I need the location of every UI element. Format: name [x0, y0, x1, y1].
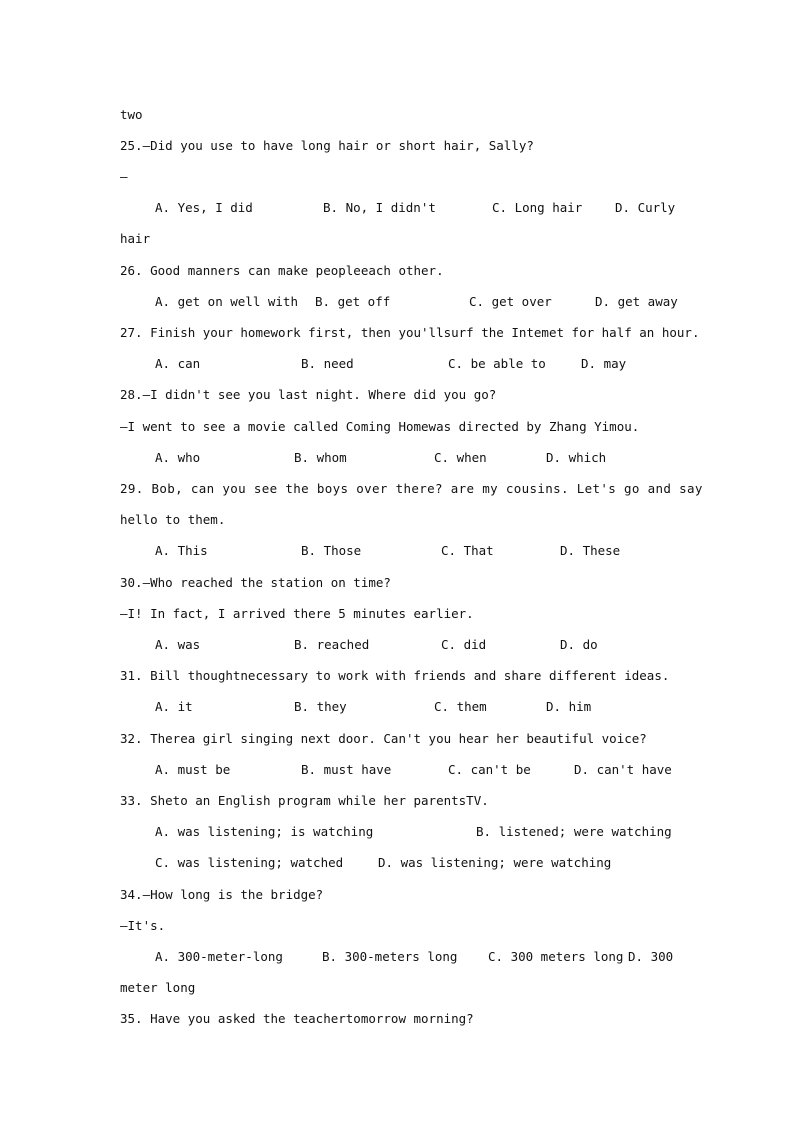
q32-option-a: A. must be [155, 762, 231, 777]
q30-option-a: A. was [155, 637, 201, 652]
q25-option-d-cont: hair [120, 231, 151, 246]
q31-option-b: B. they [294, 699, 347, 714]
q29-option-c: C. That [441, 543, 494, 558]
question-26: 26. Good manners can make peopleeach other. [120, 263, 444, 278]
q30-option-c: C. did [441, 637, 487, 652]
question-35: 35. Have you asked the teachertomorrow morning? [120, 1011, 474, 1026]
q25-option-a: A. Yes, I did [155, 200, 253, 215]
question-30: 30.—Who reached the station on time? [120, 575, 391, 590]
question-34-reply: —It's. [120, 918, 166, 933]
q34-option-d: D. 300 [628, 949, 674, 964]
q26-option-a: A. get on well with [155, 294, 298, 309]
question-28: 28.—I didn't see you last night. Where did you go? [120, 387, 497, 402]
question-31: 31. Bill thoughtnecessary to work with friends and share different ideas. [120, 668, 670, 683]
q31-option-d: D. him [546, 699, 592, 714]
q34-option-a: A. 300-meter-long [155, 949, 283, 964]
q26-option-d: D. get away [595, 294, 678, 309]
q28-option-a: A. who [155, 450, 201, 465]
q30-option-d: D. do [560, 637, 598, 652]
q33-option-c: C. was listening; watched [155, 855, 344, 870]
q29-option-d: D. These [560, 543, 621, 558]
answer-dash: — [120, 169, 128, 184]
q26-option-c: C. get over [469, 294, 552, 309]
question-27: 27. Finish your homework first, then you'llsurf the Intemet for half an hour. [120, 325, 700, 340]
q34-option-d-cont: meter long [120, 980, 196, 995]
q32-option-d: D. can't have [574, 762, 672, 777]
q26-option-b: B. get off [315, 294, 391, 309]
q27-option-a: A. can [155, 356, 201, 371]
q27-option-d: D. may [581, 356, 627, 371]
q30-option-b: B. reached [294, 637, 370, 652]
q25-option-d: D. Curly [615, 200, 676, 215]
question-29: 29. Bob, can you see the boys over there? are my cousins. Let's go and say [120, 481, 703, 496]
q29-option-b: B. Those [301, 543, 362, 558]
question-25: 25.—Did you use to have long hair or short hair, Sally? [120, 138, 534, 153]
q25-option-b: B. No, I didn't [323, 200, 436, 215]
q27-option-c: C. be able to [448, 356, 546, 371]
q25-option-c: C. Long hair [492, 200, 583, 215]
q31-option-a: A. it [155, 699, 193, 714]
q33-option-d: D. was listening; were watching [378, 855, 612, 870]
question-29-cont: hello to them. [120, 512, 226, 527]
question-34: 34.—How long is the bridge? [120, 887, 324, 902]
q33-option-a: A. was listening; is watching [155, 824, 374, 839]
text-line: two [120, 107, 143, 122]
question-33: 33. Sheto an English program while her parentsTV. [120, 793, 489, 808]
q28-option-c: C. when [434, 450, 487, 465]
q31-option-c: C. them [434, 699, 487, 714]
q33-option-b: B. listened; were watching [476, 824, 672, 839]
q34-option-c: C. 300 meters long [488, 949, 624, 964]
q29-option-a: A. This [155, 543, 208, 558]
question-32: 32. Therea girl singing next door. Can't you hear her beautiful voice? [120, 731, 647, 746]
question-28-reply: —I went to see a movie called Coming Homewas directed by Zhang Yimou. [120, 419, 640, 434]
question-30-reply: —I! In fact, I arrived there 5 minutes earlier. [120, 606, 474, 621]
q32-option-b: B. must have [301, 762, 392, 777]
q28-option-b: B. whom [294, 450, 347, 465]
q28-option-d: D. which [546, 450, 607, 465]
q32-option-c: C. can't be [448, 762, 531, 777]
q27-option-b: B. need [301, 356, 354, 371]
q34-option-b: B. 300-meters long [322, 949, 458, 964]
